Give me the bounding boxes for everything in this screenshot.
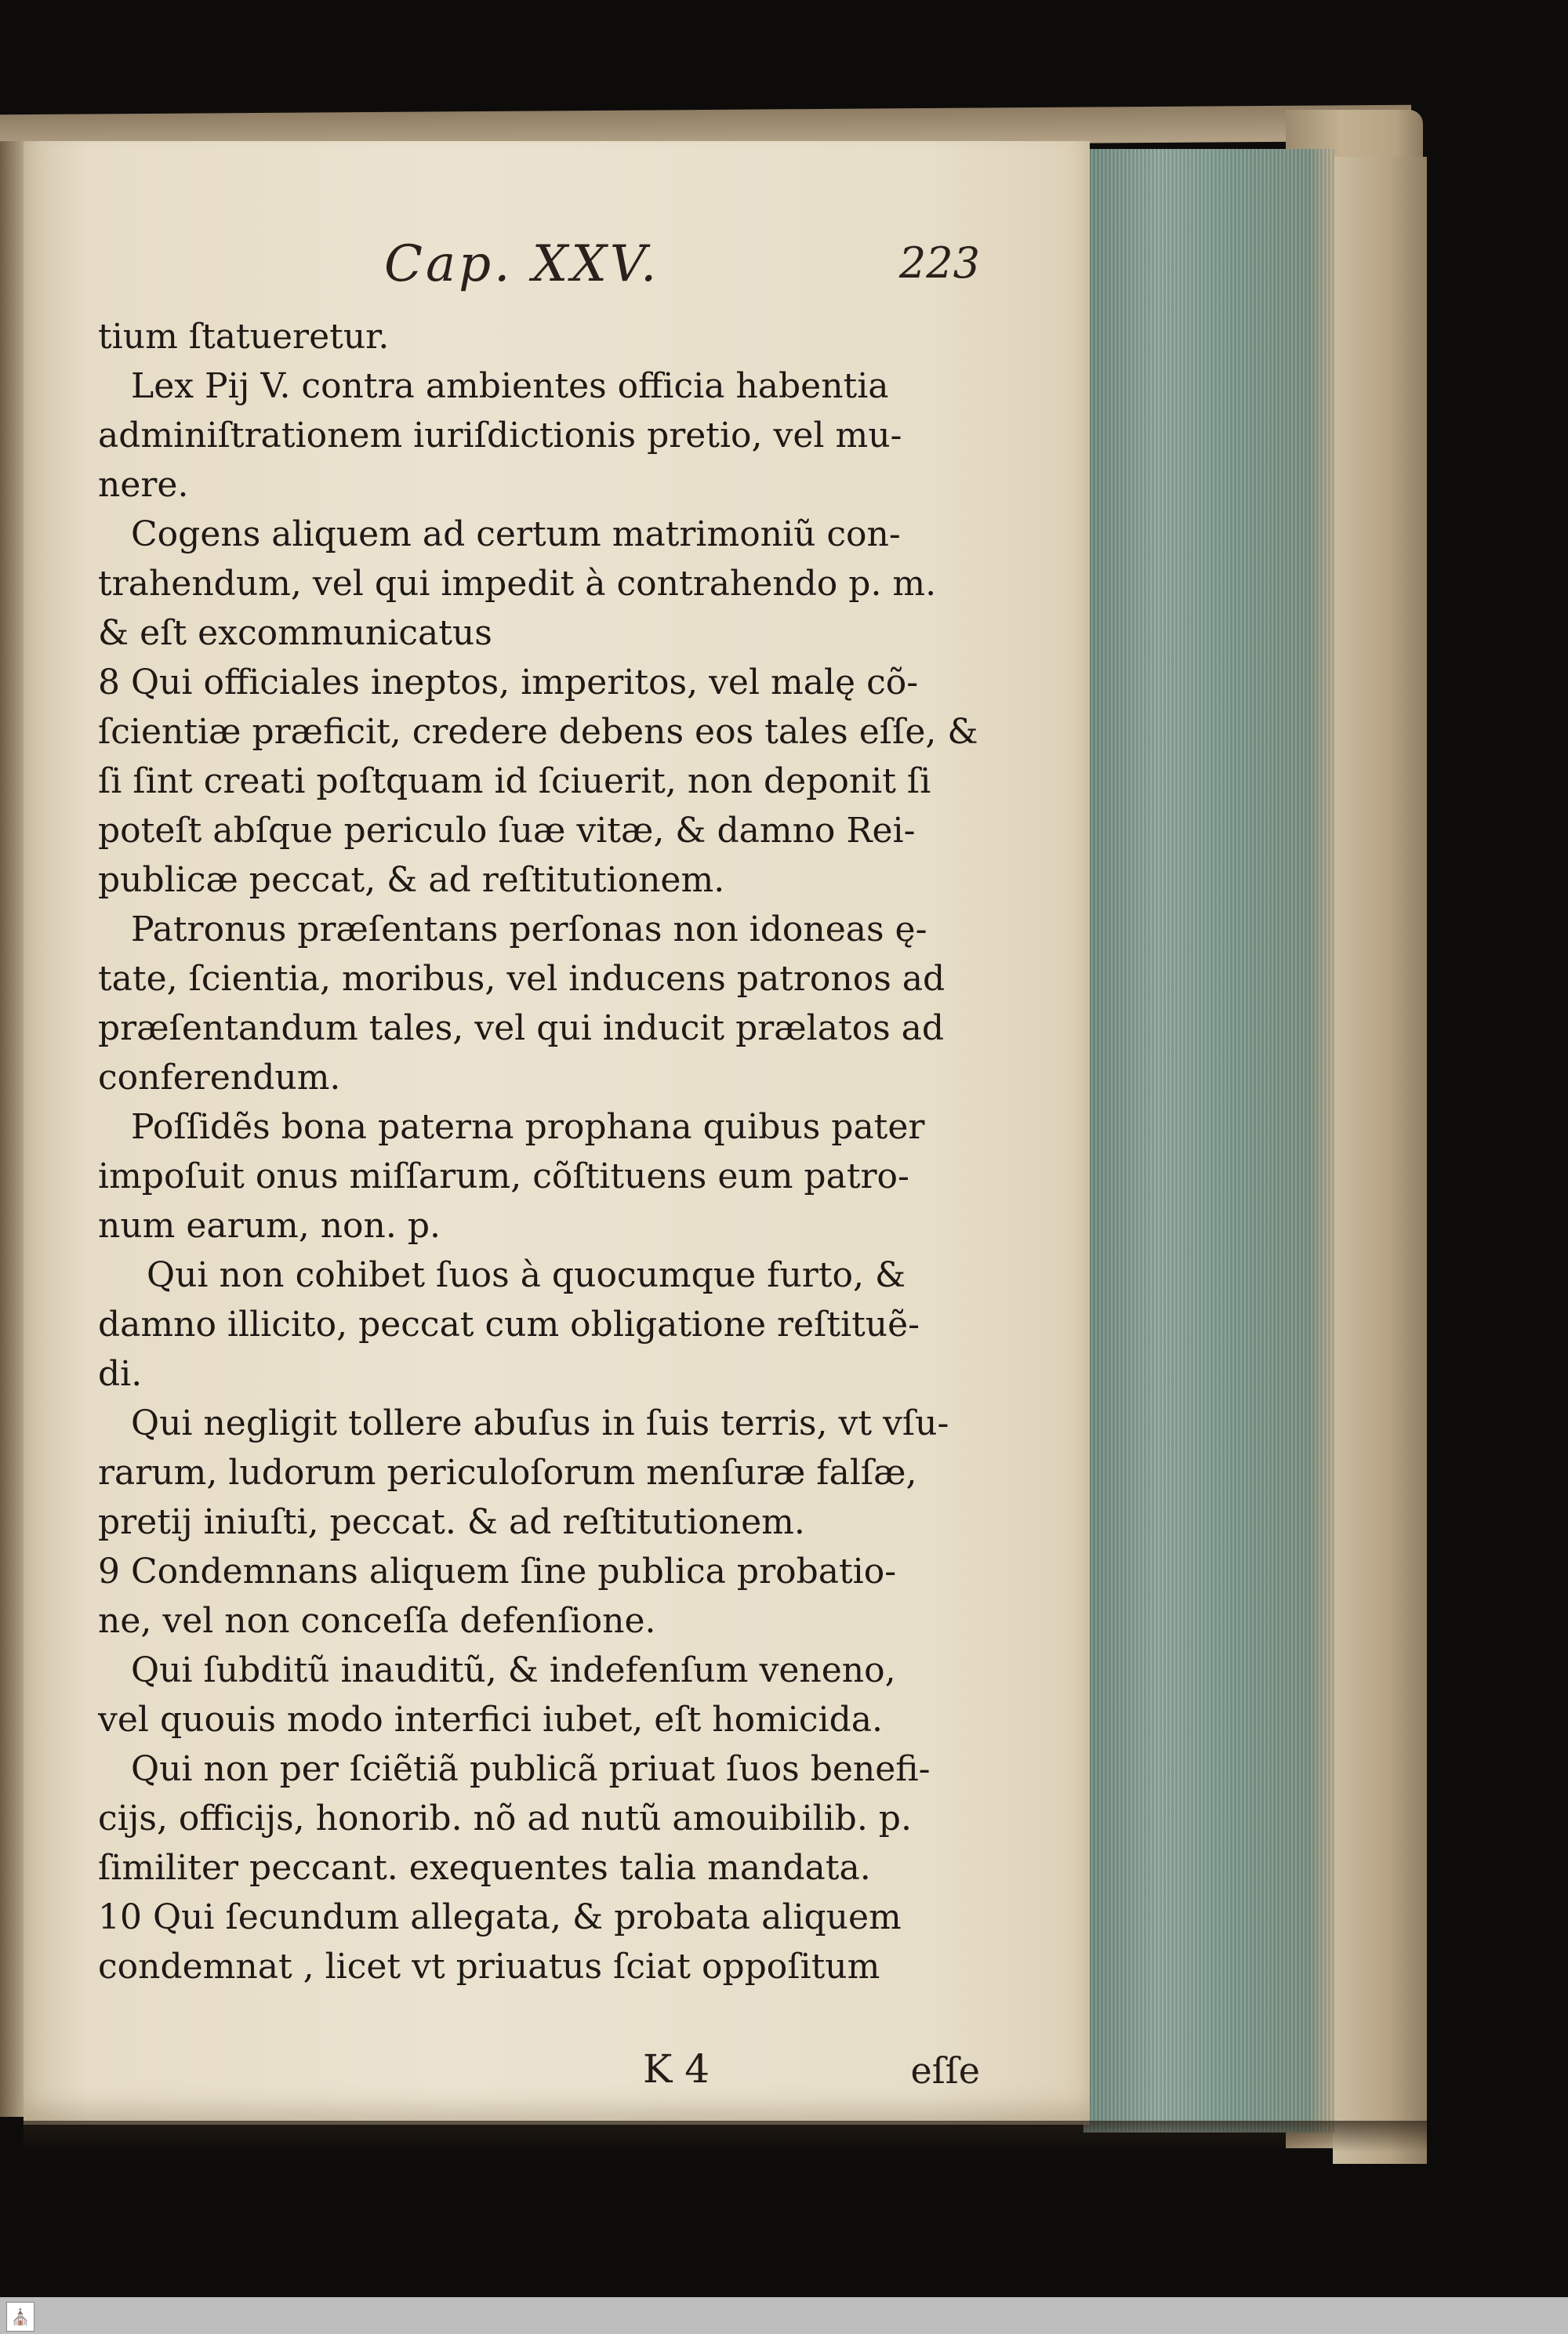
text-line: nere. [98,465,189,505]
page-header [110,235,980,314]
text-line: 8 Qui officiales ineptos, imperitos, vel malę cõ- [98,662,919,702]
page-number: 223 [898,238,980,288]
text-line: vel quouis modo interfici iubet, eſt homicida. [98,1700,883,1740]
page-footer [110,2046,980,2109]
catchword: eſſe [910,2049,980,2092]
book [0,110,1423,2164]
left-page-edge [0,141,27,2117]
text-line: trahendum, vel qui impedit à contrahendo p. m. [98,564,937,604]
text-line: Qui non cohibet ſuos à quocumque furto, & [147,1255,906,1295]
viewer-bottom-bar [0,2297,1568,2334]
book-page [24,141,1090,2125]
text-line: 10 Qui ſecundum allegata, & probata aliquem [98,1897,902,1937]
text-line: condemnat , licet vt priuatus ſciat oppoſitum [98,1947,880,1987]
text-line: ſi ſint creati poſtquam id ſciuerit, non deponit ſi [98,761,931,801]
text-line: cijs, officijs, honorib. nõ ad nutũ amouibilib. p. [98,1799,912,1839]
text-line: 9 Condemnans aliquem ſine publica probatio- [98,1552,897,1592]
text-line: & eſt excommunicatus [98,613,492,653]
text-line: tate, ſcientia, moribus, vel inducens patronos ad [98,959,946,999]
text-line: Patronus præſentans perſonas non idoneas ę- [131,909,927,949]
bottom-shadow [24,2121,1427,2152]
text-line: di. [98,1354,143,1394]
text-line: pretij iniuſti, peccat. & ad reſtitutionem. [98,1502,805,1542]
fore-edge-tail [1333,157,1427,2164]
text-line: Qui negligit tollere abuſus in ſuis terris, vt vſu- [131,1403,949,1443]
text-line: Qui non per ſciẽtiã publicã priuat ſuos benefi- [131,1749,931,1789]
text-line: Qui ſubditũ inauditũ, & indefenſum veneno, [131,1650,896,1690]
text-line: num earum, non. p. [98,1206,441,1246]
text-line: rarum, ludorum periculoſorum menſuræ falſæ, [98,1453,917,1493]
text-line: publicæ peccat, & ad reſtitutionem. [98,860,725,900]
signature-mark: K 4 [643,2046,710,2092]
page-text [98,312,984,1991]
text-line: ſcientiæ præficit, credere debens eos tales eſſe, & [98,712,978,752]
text-line: ſimiliter peccant. exequentes talia mandata. [98,1848,871,1888]
running-head: Cap. XXV. [384,235,660,293]
text-line: impoſuit onus miſſarum, cõſtituens eum patro- [98,1156,909,1196]
text-line: poteſt abſque periculo ſuæ vitæ, & damno Rei- [98,811,916,851]
text-line: ne, vel non conceſſa defenſione. [98,1601,656,1641]
text-line: Lex Pij V. contra ambientes officia habentia [131,366,889,406]
text-line: damno illicito, peccat cum obligatione reſtituẽ- [98,1305,920,1345]
text-line: conferendum. [98,1058,341,1098]
fore-edge [1083,149,1334,2133]
text-line: tium ſtatueretur. [98,317,390,357]
text-line: præſentandum tales, vel qui inducit prælatos ad [98,1008,945,1048]
library-logo-icon: ⛪ [6,2302,34,2332]
text-line: adminiſtrationem iuriſdictionis pretio, vel mu- [98,416,902,456]
text-line: Poſſidẽs bona paterna prophana quibus pater [131,1107,925,1147]
text-line: Cogens aliquem ad certum matrimoniũ con- [131,514,901,554]
